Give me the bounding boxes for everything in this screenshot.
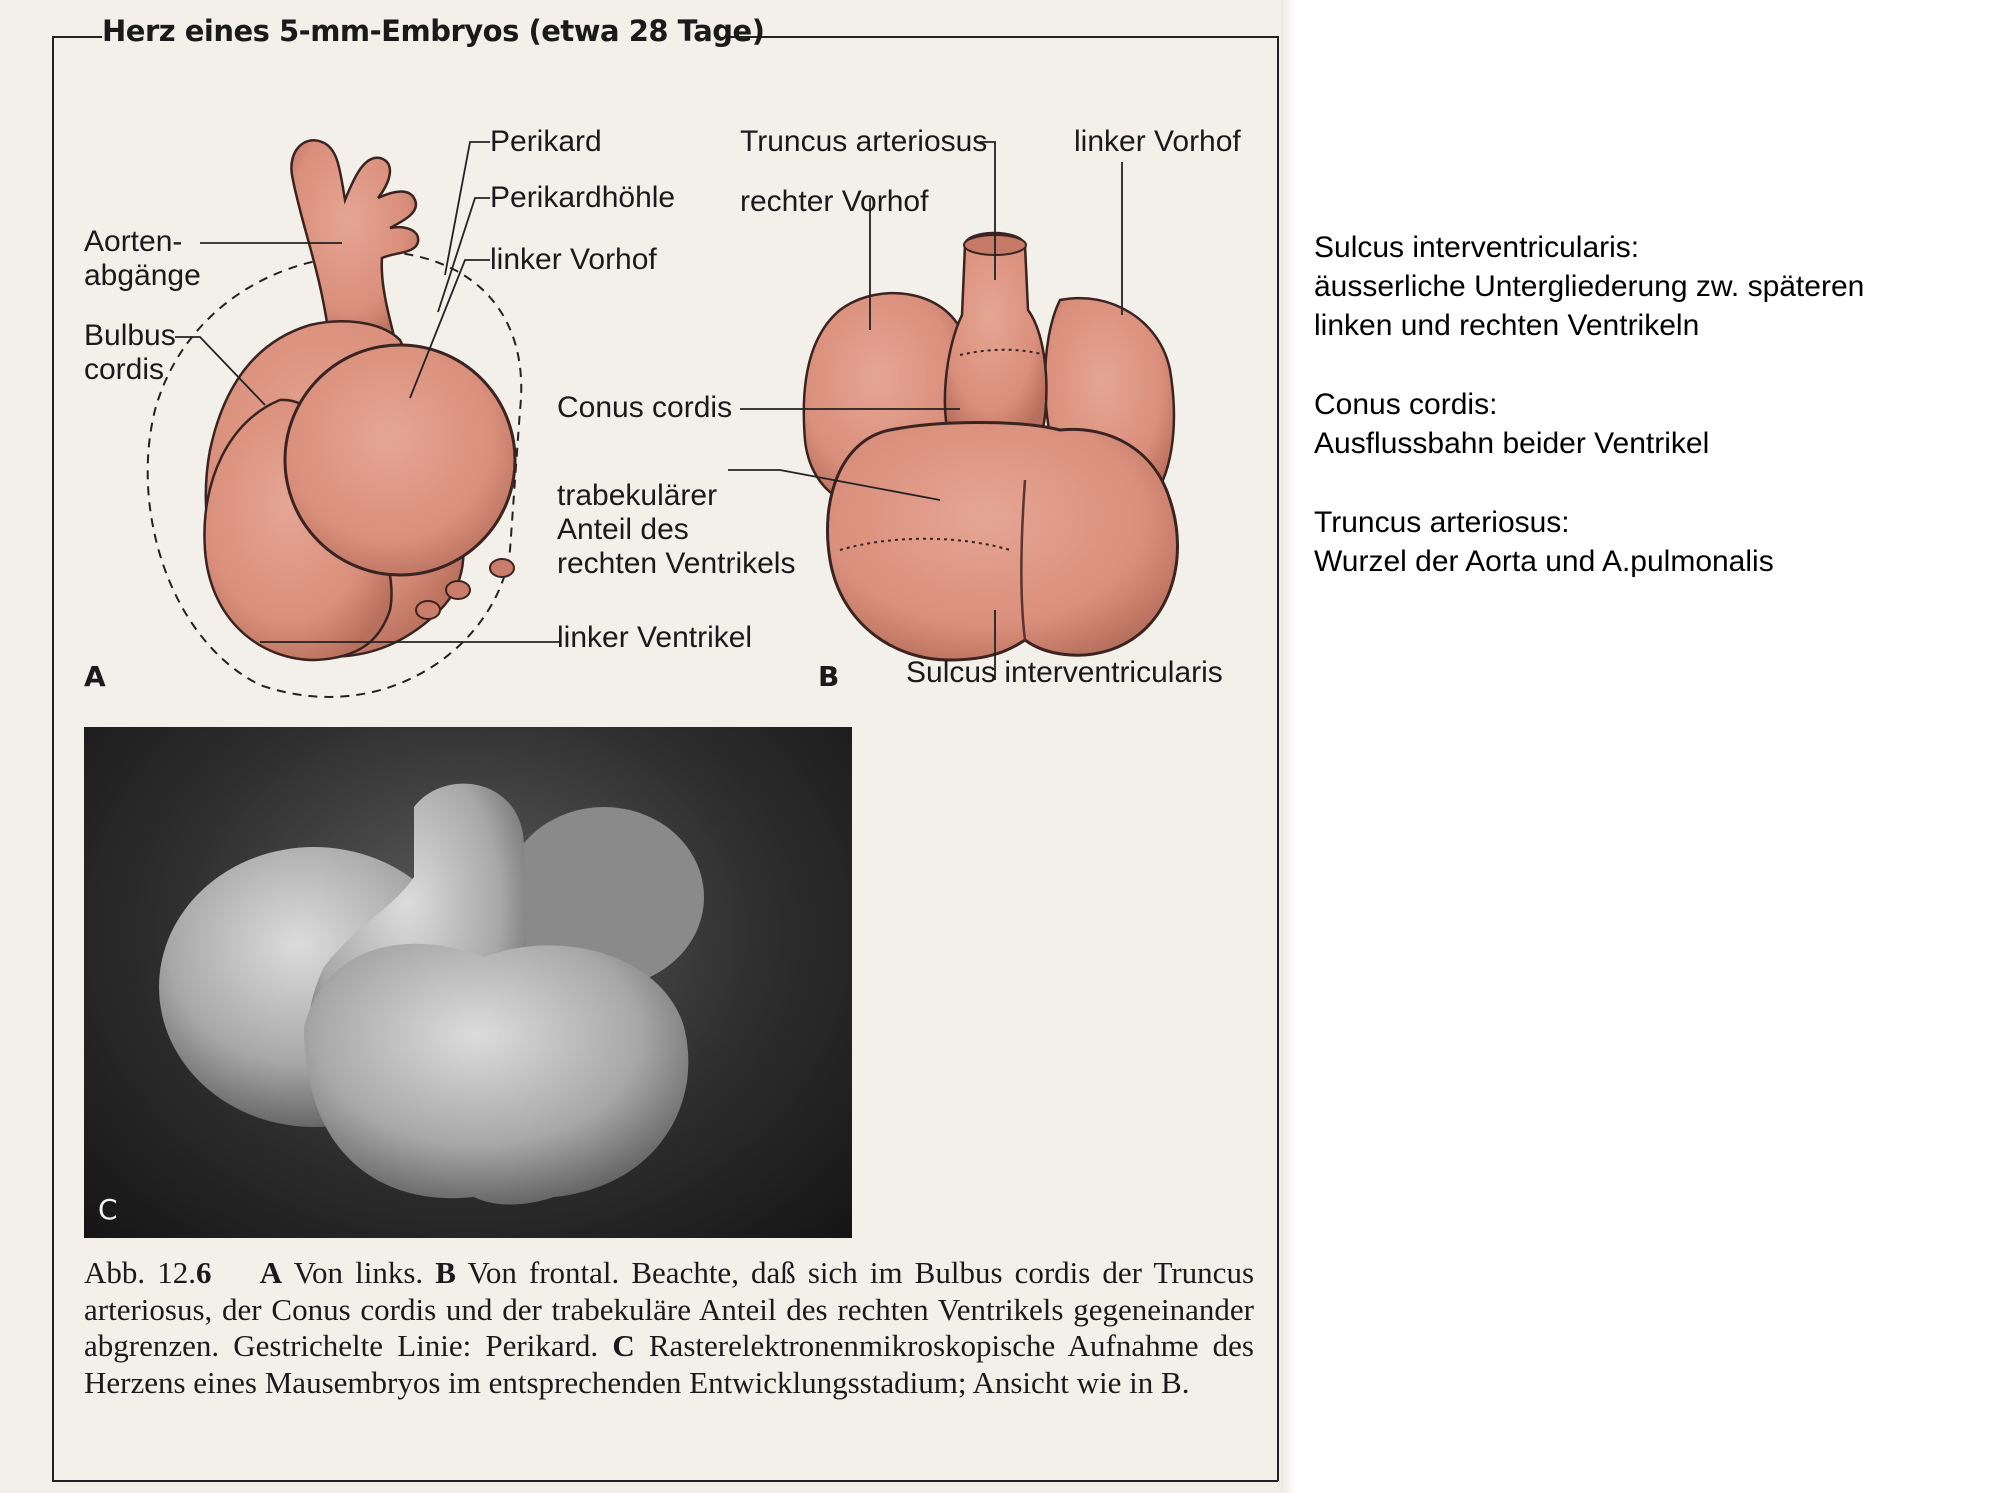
frame-line [1277,36,1279,1481]
aortic-arches [291,140,418,340]
note-line: linken und rechten Ventrikeln [1314,309,1700,342]
ventricles [828,423,1178,661]
label-linker-ventrikel: linker Ventrikel [557,621,753,654]
figure-title: Herz eines 5-mm-Embryos (etwa 28 Tage) [102,14,765,48]
caption-b-text: Von frontal. Beachte, daß sich im Bulbus cordis der Truncus arteriosus, der Conus cordis und der trabekuläre Anteil des rechten Ventrikels gegeneinander abgrenzen. Gestrichelte Linie: Perikard. [84,1255,1255,1363]
frame-line [52,36,102,38]
caption-a: A [259,1255,283,1290]
label-linker-vorhof-b: linker Vorhof [1074,125,1241,158]
frame-line [730,36,1278,38]
sem-heart-shape [84,727,852,1238]
label-truncus-arteriosus: Truncus arteriosus [740,125,988,158]
label-trabekulaer-1: trabekulärer [557,479,718,512]
vein-stub [416,601,440,619]
label-bulbus-2: cordis [84,353,165,386]
caption-c: C [612,1328,635,1363]
note-title: Truncus arteriosus: [1314,506,1570,539]
figure-caption [84,1255,1254,1401]
label-sulcus-interventricularis: Sulcus interventricularis [906,656,1223,689]
sem-photograph [84,727,852,1238]
panel-letter-b: B [818,660,840,693]
vein-stub [446,581,470,599]
label-aortenabgaenge-2: abgänge [84,259,201,292]
note-line: Ausflussbahn beider Ventrikel [1314,427,1710,460]
label-bulbus-1: Bulbus [84,319,176,352]
heart-view-left [148,140,522,697]
note-line: Wurzel der Aorta und A.pulmonalis [1314,545,1774,578]
note-sulcus [1314,228,1974,345]
left-atrium [285,345,515,575]
note-conus [1314,385,1974,463]
frame-line [52,1480,1278,1482]
caption-b: B [435,1255,456,1290]
caption-abb: Abb. 12. [84,1255,196,1290]
frame-line [52,36,54,1481]
label-rechter-vorhof: rechter Vorhof [740,185,929,218]
caption-a-text: Von links. [282,1255,436,1290]
panel-letter-c: C [98,1193,118,1226]
label-linker-vorhof-a: linker Vorhof [490,243,657,276]
annotation-notes [1314,228,1974,621]
label-conus-cordis: Conus cordis [557,391,733,424]
note-line: äusserliche Untergliederung zw. späteren [1314,270,1865,303]
label-perikardhoehle: Perikardhöhle [490,181,676,214]
note-truncus [1314,503,1974,581]
label-perikard: Perikard [490,125,602,158]
label-trabekulaer-2: Anteil des [557,513,689,546]
label-trabekulaer-3: rechten Ventrikels [557,547,796,580]
label-aortenabgaenge-1: Aorten- [84,225,183,258]
panel-letter-a: A [84,660,106,693]
note-title: Conus cordis: [1314,388,1498,421]
note-title: Sulcus interventricularis: [1314,231,1640,264]
caption-c-text: Rasterelektronenmikroskopische Aufnahme des Herzens eines Mausembryos im entsprechenden Entwicklungsstadium; Ansicht wie in B. [84,1328,1254,1400]
vein-stub [490,559,514,577]
caption-abb-number: 6 [195,1255,212,1290]
